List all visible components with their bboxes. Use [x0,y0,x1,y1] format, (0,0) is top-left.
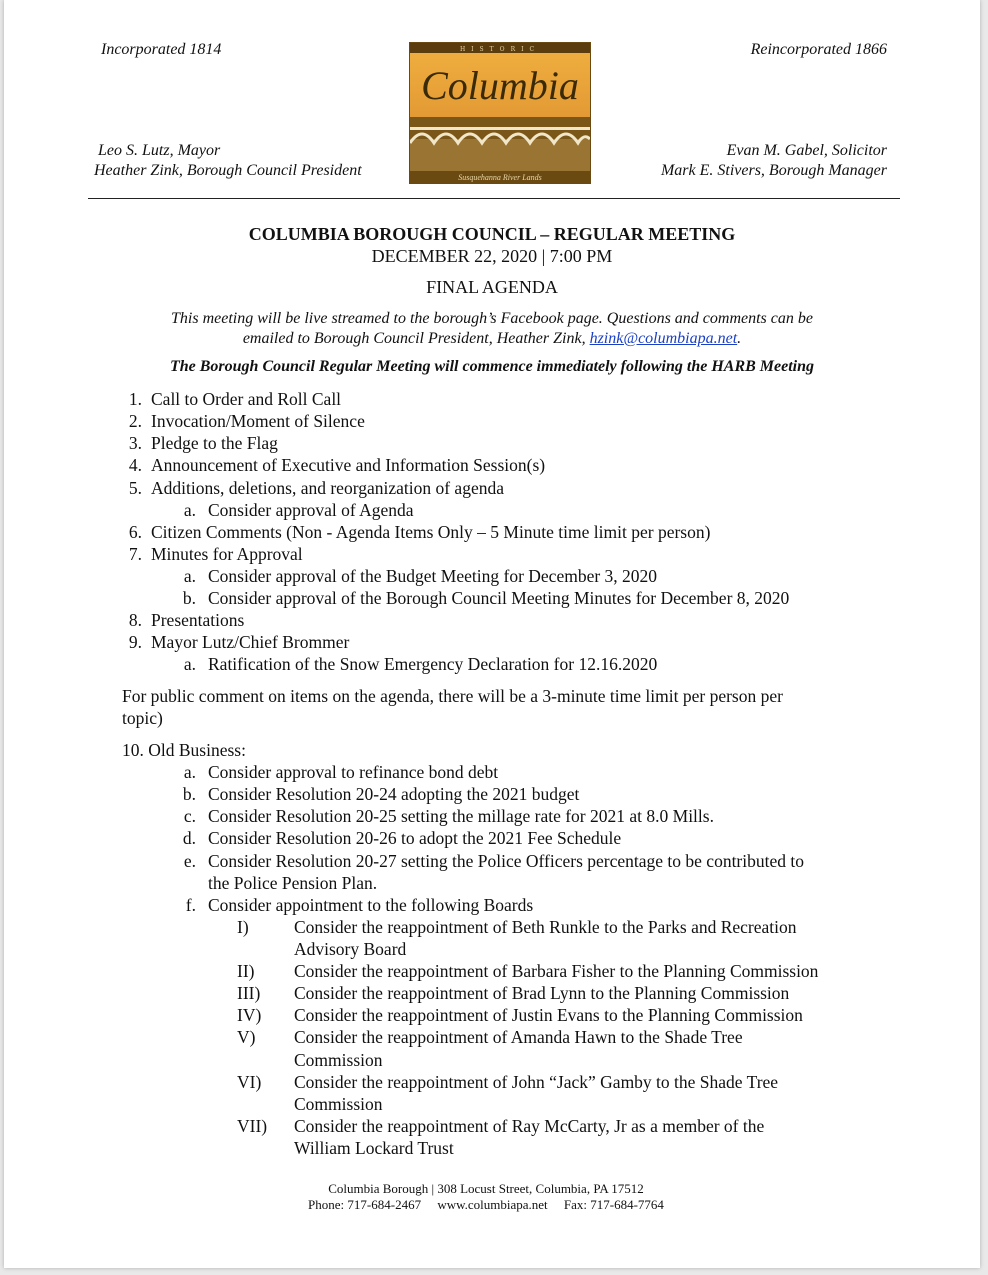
email-link[interactable]: hzink@columbiapa.net [589,330,738,347]
stream-notice-line2 [4,329,980,349]
item-text: Minutes for Approval [151,544,303,564]
item-letter: a. [183,566,196,586]
roman-numeral: IV) [237,1005,262,1025]
item-number: 8. [128,610,142,630]
item-text: Presentations [151,610,245,630]
item-text: Consider the reappointment of Brad Lynn to the Planning Commission [294,983,790,1003]
item-text: Consider the reappointment of Ray McCarty, Jr as a member of the [294,1116,765,1136]
commence-notice: The Borough Council Regular Meeting will commence immediately following the HARB Meeting [169,358,815,375]
logo-name: Columbia [421,63,579,108]
council-president-text: Heather Zink, Borough Council President [94,162,362,179]
item-text: Consider approval to refinance bond debt [208,762,499,782]
item-text: Ratification of the Snow Emergency Declaration for 12.16.2020 [208,654,658,674]
header-divider [88,198,900,199]
roman-numeral: VI) [237,1072,262,1092]
item-letter: e. [183,851,196,871]
item-letter: b. [182,588,196,608]
incorporated-text: Incorporated 1814 [101,41,222,58]
logo-bottom-text: Susquehanna River Lands [458,173,542,182]
reincorporated-text: Reincorporated 1866 [750,41,887,58]
appointment-item-continued: Advisory Board [294,939,407,959]
item-text: Announcement of Executive and Information Session(s) [151,455,546,475]
item-letter: a. [183,762,196,782]
item-number: 1. [128,389,142,409]
old-business-heading: 10. Old Business: [122,740,246,760]
item-text: Consider the reappointment of John “Jack” Gamby to the Shade Tree [294,1072,779,1092]
item-number: 4. [128,455,142,475]
item-text: Consider Resolution 20-25 setting the millage rate for 2021 at 8.0 Mills. [208,806,714,826]
item-text: Consider approval of the Borough Council Meeting Minutes for December 8, 2020 [208,588,790,608]
footer-contact: Phone: 717-684-2467 www.columbiapa.net Fax: 717-684-7764 [308,1197,664,1212]
item-text: Invocation/Moment of Silence [151,411,365,431]
item-text: Mayor Lutz/Chief Brommer [151,632,350,652]
meeting-title: COLUMBIA BOROUGH COUNCIL – REGULAR MEETING [248,224,736,244]
item-letter: a. [183,500,196,520]
item-letter: f. [185,895,196,915]
appointment-item-continued: Commission [294,1094,383,1114]
item-number: 5. [128,478,142,498]
public-comment-line1: For public comment on items on the agenda, there will be a 3-minute time limit per person per [122,686,783,706]
item-number: 9. [128,632,142,652]
borough-manager-text: Mark E. Stivers, Borough Manager [660,162,887,179]
appointment-item-continued: Commission [294,1050,383,1070]
stream-notice-text: emailed to Borough Council President, Heather Zink, [242,330,590,347]
item-text: Consider Resolution 20-27 setting the Police Officers percentage to be contributed to [208,851,804,871]
item-text: Citizen Comments (Non - Agenda Items Only – 5 Minute time limit per person) [151,522,711,542]
footer-address: Columbia Borough | 308 Locust Street, Columbia, PA 17512 [328,1181,644,1196]
item-text: Pledge to the Flag [151,433,278,453]
solicitor-text: Evan M. Gabel, Solicitor [726,142,887,159]
roman-numeral: I) [237,917,249,937]
roman-numeral: II) [237,961,255,981]
item-text: Consider approval of the Budget Meeting for December 3, 2020 [208,566,658,586]
item-letter: a. [183,654,196,674]
item-text: Consider the reappointment of Barbara Fisher to the Planning Commission [294,961,819,981]
item-number: 7. [128,544,142,564]
item-letter: d. [182,828,196,848]
old-business-item-continued: the Police Pension Plan. [208,873,378,893]
columbia-logo [409,42,591,184]
stream-notice-line1: This meeting will be live streamed to the borough’s Facebook page. Questions and comments can be [171,310,813,327]
item-number: 3. [128,433,142,453]
item-text: Consider Resolution 20-24 adopting the 2021 budget [208,784,580,804]
mayor-text: Leo S. Lutz, Mayor [98,142,221,159]
meeting-date: DECEMBER 22, 2020 | 7:00 PM [371,246,613,266]
roman-numeral: III) [237,983,261,1003]
agenda-label: FINAL AGENDA [426,277,558,297]
item-text: Call to Order and Roll Call [151,389,342,409]
document-page [4,0,980,1268]
item-letter: c. [183,806,196,826]
item-text: Consider the reappointment of Beth Runkle to the Parks and Recreation [294,917,797,937]
item-text: Additions, deletions, and reorganization of agenda [151,478,504,498]
item-letter: b. [182,784,196,804]
item-number: 6. [128,522,142,542]
appointment-item-continued: William Lockard Trust [294,1138,454,1158]
stream-notice-period: . [737,330,742,347]
logo-top-text: HISTORIC [459,46,541,53]
roman-numeral: V) [237,1027,256,1047]
item-text: Consider Resolution 20-26 to adopt the 2021 Fee Schedule [208,828,622,848]
item-text: Consider the reappointment of Amanda Hawn to the Shade Tree [294,1027,743,1047]
item-text: Consider appointment to the following Boards [208,895,534,915]
item-text: Consider approval of Agenda [208,500,414,520]
roman-numeral: VII) [237,1116,268,1136]
item-number: 2. [128,411,142,431]
public-comment-line2: topic) [122,708,163,728]
item-text: Consider the reappointment of Justin Evans to the Planning Commission [294,1005,803,1025]
